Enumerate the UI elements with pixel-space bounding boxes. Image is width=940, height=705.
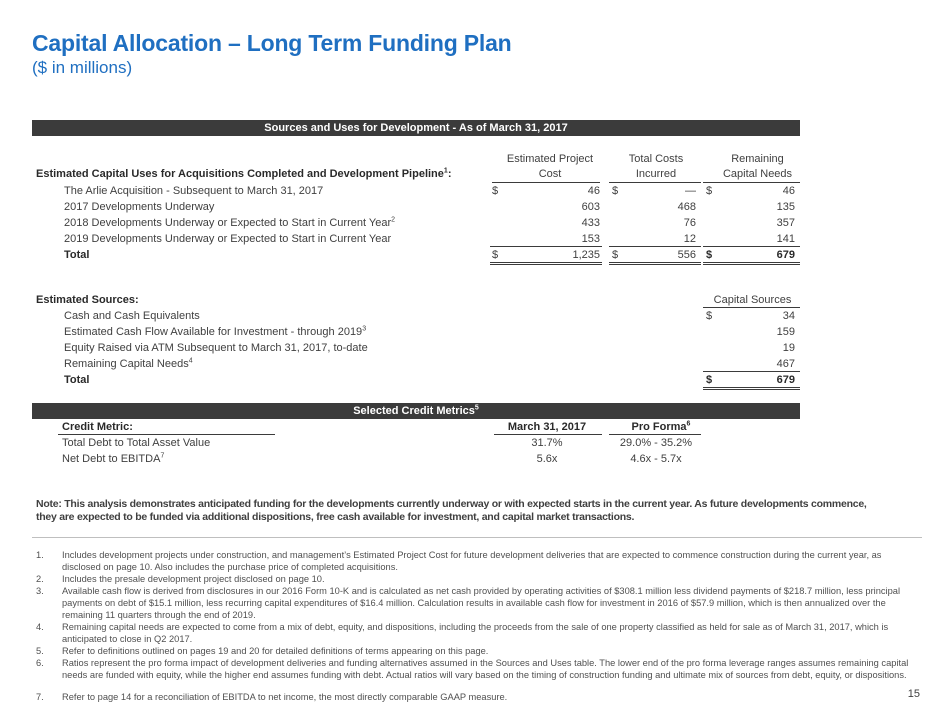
uses-incurred-value: 12 [683,233,696,245]
uses-remaining-value: 357 [776,217,795,229]
footnote: 5. Refer to definitions outlined on pages 19 and 20 for detailed definitions of terms appearing on this page. [36,646,489,656]
dollar-sign: $ [612,185,619,197]
sources-value: 19 [782,342,795,354]
uses-incurred-value: — [685,185,696,197]
analysis-note: Note: This analysis demonstrates anticipated funding for the developments currently underway or with expected starts in the current year. As future developments commence, they are expected to be funded via additional dispositions, free cash available for investment, and capital market transactions. [36,498,867,523]
sources-row-label: Cash and Cash Equivalents [64,310,200,322]
uses-row-label: 2019 Developments Underway or Expected to Start in Current Year [64,233,392,245]
credit-metric-header: Credit Metric: [62,421,133,433]
uses-total-cost: 1,235 [572,249,600,261]
uses-total-remaining: 679 [776,249,795,261]
dollar-sign: $ [706,310,713,322]
sources-row-label: Estimated Cash Flow Available for Investment - through 2019$^3$ [64,325,367,338]
credit-current-value: 31.7% [531,437,563,449]
page-title: Capital Allocation – Long Term Funding Plan [32,30,512,56]
sources-value: 34 [782,310,795,322]
footnote: 4. Remaining capital needs are expected to come from a mix of debt, equity, and dispositions, including the proceeds from the sale of one property classified as held for sale as of March 31, 2017, which is anticipated to close in Q2 2017. [36,622,889,644]
dollar-sign: $ [706,249,713,261]
credit-current-value: 5.6x [536,453,558,465]
sources-total-label: Total [64,374,90,386]
dollar-sign: $ [612,249,619,261]
credit-row-label: Total Debt to Total Asset Value [62,437,211,449]
footnote-divider [32,537,922,538]
sources-value: 467 [776,358,795,370]
sources-total-value: 679 [776,374,795,386]
uses-cost-value: 603 [581,201,600,213]
col-cost-header-line1: Estimated Project [506,153,594,165]
credit-col-proforma-header: Pro Forma$^6$ [631,420,691,433]
uses-incurred-value: 468 [677,201,696,213]
uses-row-label: The Arlie Acquisition - Subsequent to March 31, 2017 [64,185,324,197]
sources-uses-bar: Sources and Uses for Development - As of March 31, 2017 [32,120,800,136]
dollar-sign: $ [706,185,713,197]
footnote: 1. Includes development projects under construction, and management’s Estimated Project Cost for future development deliveries that are expected to commence construction during the current year, as disclosed on page 10. Also includes the purchase price of completed acquisitions. [36,550,882,572]
uses-row-label: 2017 Developments Underway [64,201,215,213]
uses-total-label: Total [64,249,90,261]
footnote: 3. Available cash flow is derived from disclosures in our 2016 Form 10-K and is calculated as net cash provided by operating activities of $308.1 million less dividend payments of $218.7 million, less principal payments on debt of $15.1 million, less recurring capital expenditures of $16.4 million. Calculation results in available cash flow for investment in 2016 of $57.9 million, which is then annualized over the remaining 11 quarters through the end of 2019. [36,586,901,620]
sources-col-header: Capital Sources [713,294,792,306]
sources-row-label: Remaining Capital Needs$^4$ [64,357,193,370]
uses-remaining-value: 141 [776,233,795,245]
col-remaining-header-line1: Remaining [731,153,784,165]
dollar-sign: $ [492,185,499,197]
footnote: 6. Ratios represent the pro forma impact of development deliveries and funding alternatives assumed in the Sources and Uses table. The lower end of the pro forma leverage ranges assumes remaining capital needs are funded with equity, while the higher end assumes funding with debt. Actual ratios will vary based on the timing of construction funding and ultimate mix of sources from debt, equity, or dispositions. [36,658,909,680]
uses-incurred-value: 76 [683,217,696,229]
sources-row-label: Equity Raised via ATM Subsequent to March 31, 2017, to-date [64,342,368,354]
uses-heading: Estimated Capital Uses for Acquisitions Completed and Development Pipeline$^1$: [36,167,452,180]
uses-remaining-value: 135 [776,201,795,213]
col-incurred-header-line2: Incurred [635,168,677,180]
uses-total-incurred: 556 [677,249,696,261]
sources-heading: Estimated Sources: [36,294,139,306]
dollar-sign: $ [706,374,713,386]
sources-value: 159 [776,326,795,338]
page-subtitle: ($ in millions) [32,58,133,77]
uses-cost-value: 46 [587,185,600,197]
uses-cost-value: 433 [581,217,600,229]
uses-row-label: 2018 Developments Underway or Expected to Start in Current Year$^2$ [64,216,396,229]
uses-remaining-value: 46 [782,185,795,197]
credit-proforma-value: 4.6x - 5.7x [630,453,682,465]
uses-cost-value: 153 [581,233,600,245]
footnote: 2. Includes the presale development project disclosed on page 10. [36,574,325,584]
credit-metrics-bar: Selected Credit Metrics$^5$ [32,403,800,419]
credit-proforma-value: 29.0% - 35.2% [619,437,693,449]
dollar-sign: $ [492,249,499,261]
col-remaining-header-line2: Capital Needs [722,168,793,180]
col-cost-header-line2: Cost [538,168,562,180]
credit-row-label: Net Debt to EBITDA$^7$ [62,452,165,465]
page-number: 15 [907,688,920,700]
credit-col-current-header: March 31, 2017 [507,421,587,433]
col-incurred-header-line1: Total Costs [628,153,684,165]
footnote: 7. Refer to page 14 for a reconciliation of EBITDA to net income, the most directly comparable GAAP measure. [36,692,508,702]
